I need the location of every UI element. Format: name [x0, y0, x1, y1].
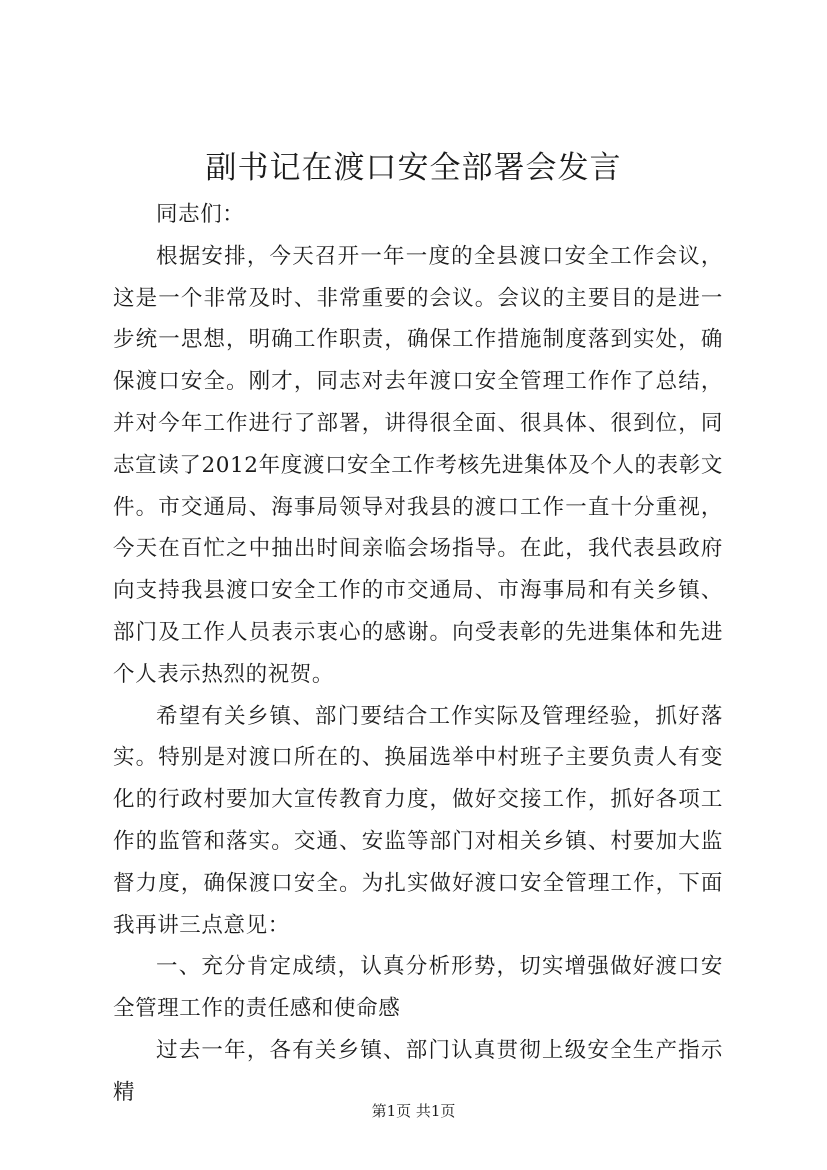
- document-title: 副书记在渡口安全部署会发言: [205, 150, 622, 186]
- body-paragraph: 过去一年，各有关乡镇、部门认真贯彻上级安全生产指示精: [113, 1037, 723, 1105]
- body-paragraph: 根据安排，今天召开一年一度的全县渡口安全工作会议，这是一个非常及时、非常重要的会议。会议的主要目的是进一步统一思想，明确工作职责，确保工作措施制度落到实处，确保渡口安全。刚才，同志对去年渡口安全管理工作作了总结，并对今年工作进行了部署，讲得很全面、很具体、很到位，同志宣读了2012年度渡口安全工作考核先进集体及个人的表彰文件。市交通局、海事局领导对我县的渡口工作一直十分重视，今天在百忙之中抽出时间亲临会场指导。在此，我代表县政府向支持我县渡口安全工作的市交通局、市海事局和有关乡镇、部门及工作人员表示衷心的感谢。向受表彰的先进集体和先进个人表示热烈的祝贺。: [113, 243, 723, 687]
- document-body: [113, 194, 723, 1114]
- body-paragraph: 希望有关乡镇、部门要结合工作实际及管理经验，抓好落实。特别是对渡口所在的、换届选举中村班子主要负责人有变化的行政村要加大宣传教育力度，做好交接工作，抓好各项工作的监管和落实。交通、安监等部门对相关乡镇、村要加大监督力度，确保渡口安全。为扎实做好渡口安全管理工作，下面我再讲三点意见：: [113, 703, 723, 938]
- section-heading: 一、充分肯定成绩，认真分析形势，切实增强做好渡口安全管理工作的责任感和使命感: [113, 954, 723, 1022]
- salutation-paragraph: 同志们：: [156, 202, 245, 227]
- page-footer: 第1页 共1页: [371, 1102, 456, 1120]
